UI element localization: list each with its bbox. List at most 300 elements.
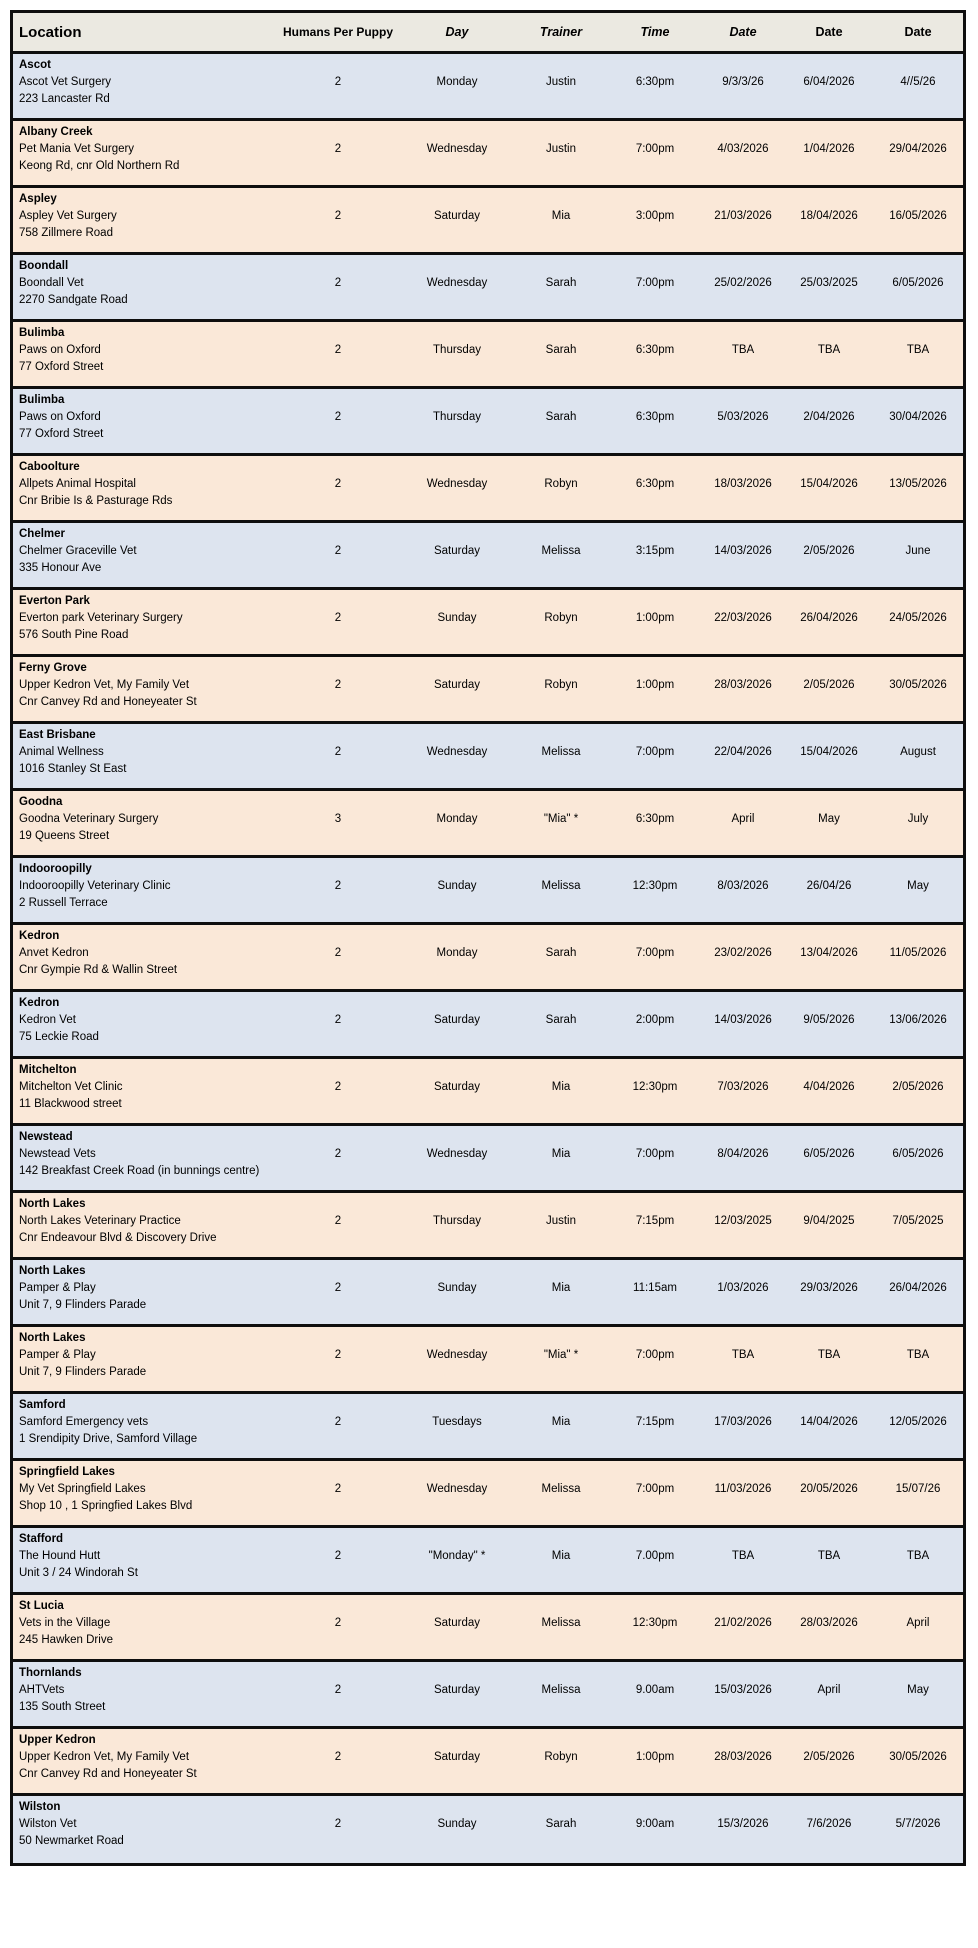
cell-date-3: 15/07/26 [895, 1483, 941, 1495]
cell-humans-per-puppy: 2 [334, 76, 342, 88]
location-venue: North Lakes Veterinary Practice [19, 1215, 181, 1227]
cell-day: Saturday [433, 545, 481, 557]
cell-date-3: 24/05/2026 [889, 612, 947, 624]
cell-location [13, 1595, 275, 1659]
cell-date-3: 13/05/2026 [889, 478, 947, 490]
cell-date-1: 28/03/2026 [714, 679, 772, 691]
cell-location [13, 1394, 275, 1458]
cell-humans-per-puppy: 2 [334, 1081, 342, 1093]
location-suburb: North Lakes [19, 1265, 86, 1277]
cell-date-1: 14/03/2026 [714, 1014, 772, 1026]
cell-location [13, 389, 275, 453]
cell-date-2: 28/03/2026 [800, 1617, 858, 1629]
cell-date-2: 2/04/2026 [803, 411, 855, 423]
header-humans-per-puppy: Humans Per Puppy [282, 25, 394, 39]
location-venue: Chelmer Graceville Vet [19, 545, 137, 557]
table-body [13, 54, 963, 1863]
cell-location [13, 188, 275, 252]
cell-time: 1:00pm [635, 612, 675, 624]
cell-date-1: 21/03/2026 [714, 210, 772, 222]
location-suburb: Aspley [19, 193, 57, 205]
schedule-row [13, 1729, 963, 1796]
cell-date-3: TBA [906, 344, 930, 356]
schedule-row [13, 1059, 963, 1126]
cell-date-2: 6/05/2026 [803, 1148, 855, 1160]
location-suburb: Springfield Lakes [19, 1466, 115, 1478]
cell-date-2: 18/04/2026 [800, 210, 858, 222]
cell-trainer: Melissa [541, 1483, 581, 1495]
location-venue: Mitchelton Vet Clinic [19, 1081, 123, 1093]
location-venue: The Hound Hutt [19, 1550, 101, 1562]
cell-location [13, 858, 275, 922]
cell-date-1: 15/3/2026 [717, 1818, 769, 1830]
schedule-row [13, 1796, 963, 1863]
location-address: 50 Newmarket Road [19, 1835, 124, 1847]
cell-humans-per-puppy: 2 [334, 344, 342, 356]
cell-day: Saturday [433, 1617, 481, 1629]
location-suburb: Thornlands [19, 1667, 82, 1679]
cell-date-2: 15/04/2026 [800, 478, 858, 490]
cell-day: Tuesdays [432, 1416, 482, 1428]
location-address: 142 Breakfast Creek Road (in bunnings centre) [19, 1165, 260, 1177]
location-address: 11 Blackwood street [19, 1098, 122, 1110]
cell-date-2: 14/04/2026 [800, 1416, 858, 1428]
schedule-row [13, 1662, 963, 1729]
location-venue: Boondall Vet [19, 277, 84, 289]
cell-time: 7:00pm [635, 143, 675, 155]
cell-humans-per-puppy: 2 [334, 947, 342, 959]
cell-date-3: 7/05/2025 [892, 1215, 944, 1227]
location-address: 245 Hawken Drive [19, 1634, 113, 1646]
cell-day: Thursday [433, 1215, 481, 1227]
cell-date-1: 5/03/2026 [717, 411, 769, 423]
cell-date-2: TBA [817, 1550, 841, 1562]
cell-humans-per-puppy: 2 [334, 143, 342, 155]
location-suburb: Caboolture [19, 461, 80, 473]
cell-date-1: 28/03/2026 [714, 1751, 772, 1763]
cell-location [13, 724, 275, 788]
cell-date-3: 16/05/2026 [889, 210, 947, 222]
location-address: 75 Leckie Road [19, 1031, 99, 1043]
location-address: Cnr Bribie Is & Pasturage Rds [19, 495, 173, 507]
schedule-row [13, 54, 963, 121]
schedule-row [13, 858, 963, 925]
location-address: 758 Zillmere Road [19, 227, 113, 239]
cell-trainer: Sarah [545, 1818, 577, 1830]
location-venue: AHTVets [19, 1684, 65, 1696]
cell-trainer: "Mia" * [543, 813, 579, 825]
location-address: Unit 7, 9 Flinders Parade [19, 1299, 147, 1311]
cell-date-2: 2/05/2026 [803, 679, 855, 691]
cell-trainer: Melissa [541, 545, 581, 557]
schedule-row [13, 322, 963, 389]
cell-humans-per-puppy: 3 [334, 813, 342, 825]
cell-date-1: 17/03/2026 [714, 1416, 772, 1428]
cell-trainer: Mia [551, 1148, 571, 1160]
cell-day: Wednesday [426, 1349, 488, 1361]
cell-date-1: 8/04/2026 [717, 1148, 769, 1160]
cell-trainer: Melissa [541, 746, 581, 758]
cell-date-1: TBA [731, 1550, 755, 1562]
cell-location [13, 1126, 275, 1190]
cell-date-2: TBA [817, 344, 841, 356]
schedule-row [13, 992, 963, 1059]
puppy-school-schedule-table [10, 10, 966, 1866]
cell-date-1: 12/03/2025 [714, 1215, 772, 1227]
cell-day: Monday [436, 947, 478, 959]
location-address: Cnr Gympie Rd & Wallin Street [19, 964, 178, 976]
location-suburb: Samford [19, 1399, 66, 1411]
cell-date-2: 26/04/2026 [800, 612, 858, 624]
location-address: 2270 Sandgate Road [19, 294, 128, 306]
cell-trainer: Sarah [545, 277, 577, 289]
cell-date-3: June [905, 545, 931, 557]
cell-time: 7:15pm [635, 1215, 675, 1227]
location-venue: Newstead Vets [19, 1148, 96, 1160]
location-venue: My Vet Springfield Lakes [19, 1483, 146, 1495]
cell-time: 7:15pm [635, 1416, 675, 1428]
cell-humans-per-puppy: 2 [334, 1751, 342, 1763]
cell-humans-per-puppy: 2 [334, 277, 342, 289]
cell-date-2: 13/04/2026 [800, 947, 858, 959]
cell-humans-per-puppy: 2 [334, 1215, 342, 1227]
schedule-row [13, 188, 963, 255]
cell-date-3: TBA [906, 1550, 930, 1562]
cell-trainer: Sarah [545, 947, 577, 959]
location-address: Keong Rd, cnr Old Northern Rd [19, 160, 180, 172]
header-date-2: Date [815, 25, 843, 39]
cell-date-2: May [818, 813, 840, 825]
location-venue: Kedron Vet [19, 1014, 76, 1026]
schedule-row [13, 1260, 963, 1327]
cell-date-1: 4/03/2026 [717, 143, 769, 155]
location-venue: Wilston Vet [19, 1818, 77, 1830]
cell-date-3: 4//5/26 [900, 76, 936, 88]
location-venue: Ascot Vet Surgery [19, 76, 112, 88]
cell-time: 3:00pm [635, 210, 675, 222]
cell-date-2: 2/05/2026 [803, 545, 855, 557]
cell-day: Saturday [433, 1014, 481, 1026]
cell-trainer: Sarah [545, 1014, 577, 1026]
cell-humans-per-puppy: 2 [334, 612, 342, 624]
cell-date-3: 12/05/2026 [889, 1416, 947, 1428]
schedule-row [13, 1595, 963, 1662]
cell-humans-per-puppy: 2 [334, 746, 342, 758]
header-time: Time [640, 25, 670, 39]
cell-time: 12:30pm [632, 1081, 678, 1093]
cell-day: Sunday [437, 1282, 477, 1294]
cell-date-3: 30/04/2026 [889, 411, 947, 423]
cell-date-1: TBA [731, 1349, 755, 1361]
schedule-row [13, 121, 963, 188]
cell-humans-per-puppy: 2 [334, 411, 342, 423]
header-trainer: Trainer [539, 25, 583, 39]
cell-time: 7:00pm [635, 746, 675, 758]
cell-humans-per-puppy: 2 [334, 1483, 342, 1495]
cell-location [13, 1327, 275, 1391]
cell-location [13, 54, 275, 118]
cell-date-1: 1/03/2026 [717, 1282, 769, 1294]
location-venue: Paws on Oxford [19, 411, 101, 423]
cell-date-2: 7/6/2026 [806, 1818, 852, 1830]
cell-time: 7:00pm [635, 1349, 675, 1361]
cell-trainer: Justin [545, 1215, 577, 1227]
cell-date-3: 6/05/2026 [892, 277, 944, 289]
location-address: 223 Lancaster Rd [19, 93, 110, 105]
cell-date-1: April [731, 813, 755, 825]
schedule-row [13, 255, 963, 322]
cell-humans-per-puppy: 2 [334, 679, 342, 691]
location-venue: Upper Kedron Vet, My Family Vet [19, 679, 190, 691]
cell-date-1: 23/02/2026 [714, 947, 772, 959]
location-address: Unit 3 / 24 Windorah St [19, 1567, 138, 1579]
cell-date-3: August [900, 746, 936, 758]
header-date-3: Date [904, 25, 932, 39]
cell-time: 9.00am [635, 1684, 675, 1696]
location-suburb: Ferny Grove [19, 662, 87, 674]
location-address: 19 Queens Street [19, 830, 110, 842]
cell-date-3: 2/05/2026 [892, 1081, 944, 1093]
cell-time: 7.00pm [635, 1550, 675, 1562]
cell-location [13, 1193, 275, 1257]
cell-location [13, 255, 275, 319]
location-suburb: Mitchelton [19, 1064, 77, 1076]
location-address: 335 Honour Ave [19, 562, 102, 574]
cell-day: Wednesday [426, 478, 488, 490]
cell-location [13, 791, 275, 855]
cell-date-2: 9/05/2026 [803, 1014, 855, 1026]
cell-location [13, 322, 275, 386]
cell-date-3: 29/04/2026 [889, 143, 947, 155]
cell-trainer: Mia [551, 1081, 571, 1093]
location-suburb: Stafford [19, 1533, 64, 1545]
location-suburb: St Lucia [19, 1600, 64, 1612]
location-address: Shop 10 , 1 Springfied Lakes Blvd [19, 1500, 193, 1512]
cell-time: 6:30pm [635, 76, 675, 88]
cell-date-3: 26/04/2026 [889, 1282, 947, 1294]
cell-date-3: May [907, 880, 929, 892]
cell-time: 11:15am [633, 1282, 677, 1294]
cell-trainer: Robyn [544, 612, 578, 624]
cell-day: Thursday [433, 344, 481, 356]
location-address: Cnr Canvey Rd and Honeyeater St [19, 1768, 197, 1780]
cell-date-2: 4/04/2026 [803, 1081, 855, 1093]
location-suburb: North Lakes [19, 1332, 86, 1344]
cell-location [13, 1662, 275, 1726]
cell-day: Thursday [433, 411, 481, 423]
location-suburb: Albany Creek [19, 126, 93, 138]
location-suburb: Bulimba [19, 327, 65, 339]
header-day: Day [445, 25, 469, 39]
cell-date-2: 15/04/2026 [800, 746, 858, 758]
cell-location [13, 1528, 275, 1592]
cell-trainer: Justin [545, 76, 577, 88]
schedule-row [13, 389, 963, 456]
location-venue: Everton park Veterinary Surgery [19, 612, 183, 624]
cell-time: 6:30pm [635, 478, 675, 490]
cell-date-3: May [907, 1684, 929, 1696]
cell-location [13, 1260, 275, 1324]
cell-location [13, 1729, 275, 1793]
cell-day: Sunday [437, 1818, 477, 1830]
cell-humans-per-puppy: 2 [334, 1550, 342, 1562]
schedule-row [13, 724, 963, 791]
location-venue: Upper Kedron Vet, My Family Vet [19, 1751, 190, 1763]
cell-humans-per-puppy: 2 [334, 1148, 342, 1160]
location-suburb: Upper Kedron [19, 1734, 96, 1746]
cell-time: 3:15pm [635, 545, 675, 557]
cell-date-3: 6/05/2026 [892, 1148, 944, 1160]
cell-time: 7:00pm [635, 277, 675, 289]
location-suburb: Goodna [19, 796, 63, 808]
cell-date-3: April [906, 1617, 930, 1629]
cell-date-2: 25/03/2025 [800, 277, 858, 289]
location-address: 1 Srendipity Drive, Samford Village [19, 1433, 198, 1445]
location-address: 576 South Pine Road [19, 629, 129, 641]
cell-humans-per-puppy: 2 [334, 1014, 342, 1026]
location-suburb: Chelmer [19, 528, 66, 540]
location-venue: Indooroopilly Veterinary Clinic [19, 880, 171, 892]
cell-date-2: 26/04/26 [806, 880, 852, 892]
cell-location [13, 456, 275, 520]
location-address: Cnr Endeavour Blvd & Discovery Drive [19, 1232, 217, 1244]
cell-location [13, 925, 275, 989]
cell-humans-per-puppy: 2 [334, 210, 342, 222]
cell-location [13, 590, 275, 654]
cell-time: 7:00pm [635, 1148, 675, 1160]
cell-day: Monday [436, 76, 478, 88]
cell-date-1: 18/03/2026 [714, 478, 772, 490]
schedule-row [13, 590, 963, 657]
cell-trainer: Robyn [544, 1751, 578, 1763]
cell-trainer: Mia [551, 210, 571, 222]
location-address: 2 Russell Terrace [19, 897, 108, 909]
cell-humans-per-puppy: 2 [334, 1684, 342, 1696]
location-venue: Pamper & Play [19, 1349, 96, 1361]
location-address: 77 Oxford Street [19, 361, 104, 373]
schedule-row [13, 791, 963, 858]
schedule-row [13, 1327, 963, 1394]
cell-location [13, 121, 275, 185]
cell-date-1: 7/03/2026 [717, 1081, 769, 1093]
schedule-row [13, 1461, 963, 1528]
location-suburb: Indooroopilly [19, 863, 92, 875]
cell-date-1: 22/03/2026 [714, 612, 772, 624]
cell-location [13, 523, 275, 587]
location-venue: Animal Wellness [19, 746, 104, 758]
schedule-row [13, 456, 963, 523]
location-suburb: Kedron [19, 930, 60, 942]
cell-humans-per-puppy: 2 [334, 1282, 342, 1294]
location-venue: Aspley Vet Surgery [19, 210, 117, 222]
location-venue: Pet Mania Vet Surgery [19, 143, 135, 155]
table-header-row [13, 13, 963, 54]
location-suburb: East Brisbane [19, 729, 96, 741]
cell-date-2: 1/04/2026 [803, 143, 855, 155]
location-venue: Vets in the Village [19, 1617, 111, 1629]
cell-day: Wednesday [426, 1148, 488, 1160]
location-venue: Paws on Oxford [19, 344, 101, 356]
cell-trainer: Robyn [544, 679, 578, 691]
schedule-row [13, 657, 963, 724]
location-suburb: Ascot [19, 59, 51, 71]
cell-trainer: Sarah [545, 411, 577, 423]
cell-location [13, 1461, 275, 1525]
cell-day: Saturday [433, 679, 481, 691]
location-suburb: Everton Park [19, 595, 90, 607]
cell-time: 6:30pm [635, 813, 675, 825]
cell-date-3: 30/05/2026 [889, 679, 947, 691]
cell-date-3: 11/05/2026 [889, 947, 947, 959]
schedule-row [13, 1528, 963, 1595]
cell-humans-per-puppy: 2 [334, 478, 342, 490]
location-suburb: Boondall [19, 260, 69, 272]
location-suburb: Kedron [19, 997, 60, 1009]
cell-date-2: 9/04/2025 [803, 1215, 855, 1227]
cell-location [13, 1059, 275, 1123]
schedule-row [13, 925, 963, 992]
cell-date-1: 11/03/2026 [714, 1483, 772, 1495]
cell-date-2: 29/03/2026 [800, 1282, 858, 1294]
cell-time: 6:30pm [635, 411, 675, 423]
cell-trainer: Justin [545, 143, 577, 155]
cell-date-2: TBA [817, 1349, 841, 1361]
location-venue: Goodna Veterinary Surgery [19, 813, 159, 825]
cell-trainer: Mia [551, 1282, 571, 1294]
cell-day: Wednesday [426, 746, 488, 758]
location-suburb: North Lakes [19, 1198, 86, 1210]
location-suburb: Bulimba [19, 394, 65, 406]
cell-time: 7:00pm [635, 1483, 675, 1495]
location-venue: Anvet Kedron [19, 947, 89, 959]
location-suburb: Newstead [19, 1131, 73, 1143]
cell-date-2: 2/05/2026 [803, 1751, 855, 1763]
cell-date-1: 21/02/2026 [714, 1617, 772, 1629]
schedule-row [13, 1394, 963, 1461]
cell-time: 1:00pm [635, 1751, 675, 1763]
location-suburb: Wilston [19, 1801, 61, 1813]
cell-day: "Monday" * [428, 1550, 486, 1562]
cell-date-1: 8/03/2026 [717, 880, 769, 892]
cell-location [13, 992, 275, 1056]
cell-time: 12:30pm [632, 1617, 678, 1629]
cell-date-3: TBA [906, 1349, 930, 1361]
cell-day: Saturday [433, 1684, 481, 1696]
cell-humans-per-puppy: 2 [334, 1416, 342, 1428]
header-location: Location [19, 23, 82, 41]
cell-trainer: "Mia" * [543, 1349, 579, 1361]
cell-day: Wednesday [426, 277, 488, 289]
cell-date-1: 14/03/2026 [714, 545, 772, 557]
cell-date-1: TBA [731, 344, 755, 356]
cell-date-1: 9/3/3/26 [722, 76, 764, 88]
cell-time: 1:00pm [635, 679, 675, 691]
cell-day: Saturday [433, 1081, 481, 1093]
schedule-row [13, 1193, 963, 1260]
cell-humans-per-puppy: 2 [334, 880, 342, 892]
cell-location [13, 657, 275, 721]
cell-trainer: Robyn [544, 478, 578, 490]
cell-date-2: April [817, 1684, 841, 1696]
location-address: 1016 Stanley St East [19, 763, 127, 775]
cell-humans-per-puppy: 2 [334, 1617, 342, 1629]
cell-date-1: 22/04/2026 [714, 746, 772, 758]
cell-date-3: 13/06/2026 [889, 1014, 947, 1026]
cell-date-3: 5/7/2026 [895, 1818, 941, 1830]
cell-date-3: July [907, 813, 929, 825]
cell-time: 12:30pm [632, 880, 678, 892]
cell-trainer: Sarah [545, 344, 577, 356]
